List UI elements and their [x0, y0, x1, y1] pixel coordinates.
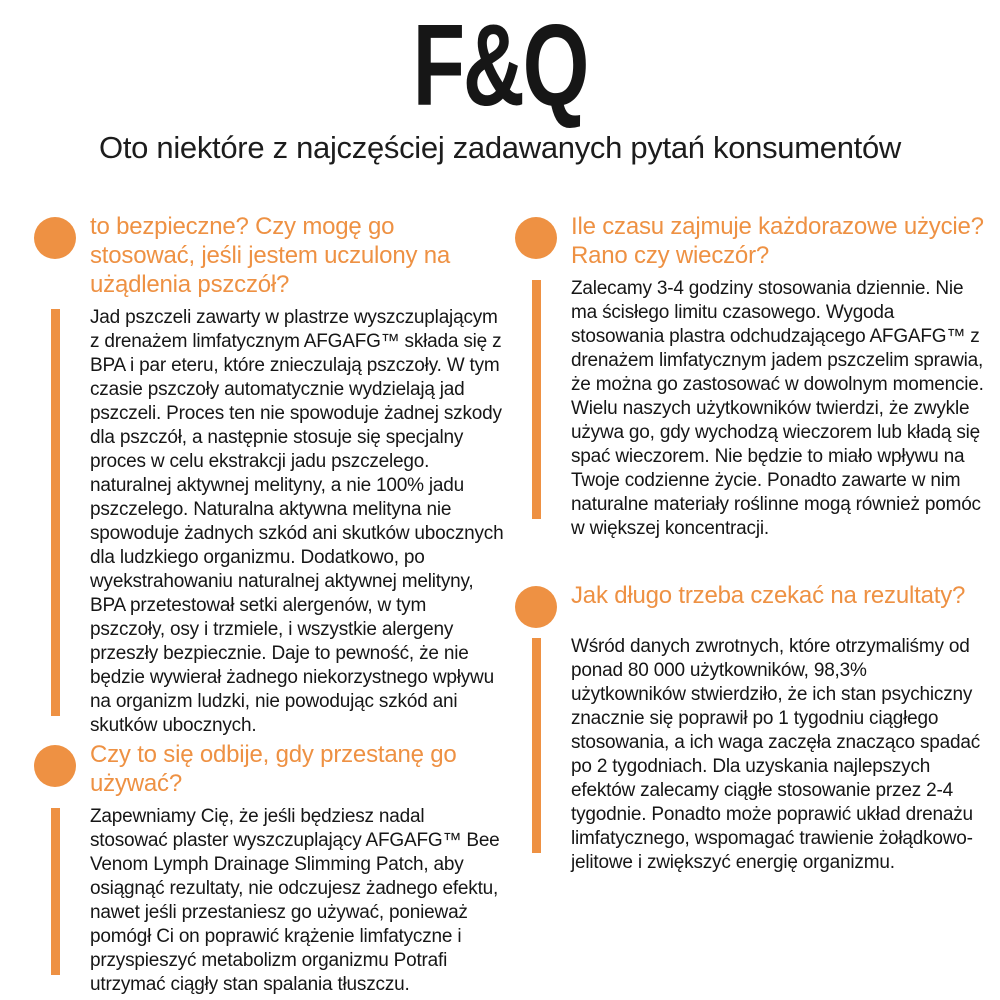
- answer-row: [34, 306, 505, 738]
- faq-answer: Wśród danych zwrotnych, które otrzymaliśmy od ponad 80 000 użytkowników, 98,3% użytkowników stwierdziło, że ich stan psychiczny znacznie się poprawił po 1 tygodniu ciągłego stosowania, a ich waga zaczęła znacząco spadać po 2 tygodniach. Dla uzyskania najlepszych efektów zalecamy ciągłe stosowanie przez 2-4 tygodnie. Ponadto może poprawić układ drenażu limfatycznego, wspomagać trawienie żołądkowo-jelitowe i zwiększyć energię organizmu.: [571, 635, 981, 873]
- answer-row: [34, 805, 505, 997]
- accent-bar: [532, 638, 541, 853]
- answer-row: [515, 635, 986, 875]
- answer-row: [515, 277, 986, 541]
- page-title: F&Q: [412, 0, 588, 130]
- faq-item-rebound: [34, 740, 505, 997]
- faq-question: to bezpieczne? Czy mogę go stosować, jeśli jestem uczulony na użądlenia pszczół?: [90, 212, 451, 298]
- faq-answer: Jad pszczeli zawarty w plastrze wyszczuplającym z drenażem limfatycznym AFGAFG™ składa się z BPA i par eteru, które znieczulają pszczoły. W tym czasie pszczoły automatycznie wydzielają jad pszczeli. Proces ten nie spowoduje żadnej szkody dla pszczół, a następnie stosuje się specjalny proces w celu ekstrakcji jadu pszczelego. naturalnej aktywnej melityny, a nie 100% jadu pszczelego. Naturalna aktywna melityna nie spowoduje żadnych szkód ani skutków ubocznych dla ludzkiego organizmu. Dodatkowo, po wyekstrahowaniu naturalnej aktywnej melityny, BPA przetestował setki alergenów, w tym pszczoły, osy i trzmiele, i wszystkie alergeny przeszły bezpiecznie. Daje to pewność, że nie będzie wywierał żadnego niekorzystnego wpływu na organizm ludzki, nie powodując szkód ani skutków ubocznych.: [90, 306, 504, 736]
- faq-question: Ile czasu zajmuje każdorazowe użycie? Rano czy wieczór?: [571, 212, 984, 269]
- faq-item-safety: [34, 212, 505, 738]
- question-row: [34, 740, 505, 798]
- accent-bar-column: [34, 306, 76, 738]
- faq-item-results: [515, 581, 986, 875]
- faq-column-left: [34, 212, 505, 997]
- accent-bar: [51, 808, 60, 975]
- faq-column-right: [515, 212, 986, 997]
- faq-question: Jak długo trzeba czekać na rezultaty?: [571, 581, 966, 609]
- question-row: [34, 212, 505, 299]
- question-row: [515, 212, 986, 270]
- accent-bar-column: [34, 805, 76, 997]
- bullet-dot-icon: [515, 217, 557, 259]
- accent-bar: [51, 309, 60, 716]
- faq-question: Czy to się odbije, gdy przestanę go używać?: [90, 740, 457, 797]
- faq-answer: Zapewniamy Cię, że jeśli będziesz nadal stosować plaster wyszczuplający AFGAFG™ Bee Venom Lymph Drainage Slimming Patch, aby osiągnąć rezultaty, nie odczujesz żadnego efektu, nawet jeśli przestaniesz go używać, ponieważ pomógł Ci on poprawić krążenie limfatyczne i przyspieszyć metabolizm organizmu Potrafi utrzymać ciągły stan spalania tłuszczu.: [90, 805, 500, 995]
- faq-header: [0, 0, 1000, 166]
- bullet-dot-icon: [515, 586, 557, 628]
- bullet-dot-icon: [34, 745, 76, 787]
- faq-columns: [0, 212, 1000, 997]
- bullet-dot-icon: [34, 217, 76, 259]
- faq-item-usage-time: [515, 212, 986, 541]
- faq-answer: Zalecamy 3-4 godziny stosowania dziennie. Nie ma ścisłego limitu czasowego. Wygoda stosowania plastra odchudzającego AFGAFG™ z drenażem limfatycznym jadem pszczelim sprawia, że można go zastosować w dowolnym momencie. Wielu naszych użytkowników twierdzi, że zwykle używa go, gdy wychodzą wieczorem lub kładą się spać wieczorem. Nie będzie to miało wpływu na Twoje codzienne życie. Ponadto zawarte w nim naturalne materiały roślinne mogą również pomóc w większej koncentracji.: [571, 277, 984, 539]
- accent-bar-column: [515, 635, 557, 875]
- question-row: [515, 581, 986, 628]
- accent-bar: [532, 280, 541, 519]
- page-subtitle: Oto niektóre z najczęściej zadawanych pytań konsumentów: [99, 129, 901, 165]
- accent-bar-column: [515, 277, 557, 541]
